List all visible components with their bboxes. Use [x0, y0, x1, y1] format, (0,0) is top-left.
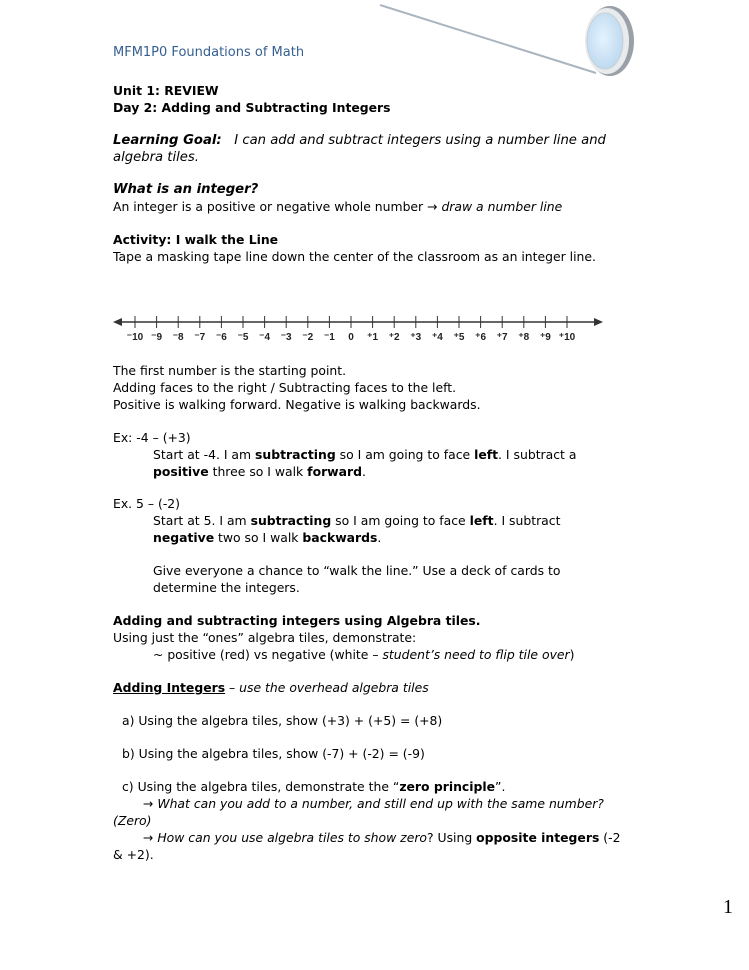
tick-label: ⁺9 — [539, 332, 551, 343]
tick-label: ⁺2 — [388, 332, 400, 343]
tick-label: 0 — [348, 332, 354, 343]
tick-label: ⁻8 — [172, 332, 184, 343]
arrow-left-icon — [113, 318, 122, 326]
activity-text: Tape a masking tape line down the center of the classroom as an integer line. — [113, 249, 596, 264]
question-2: → How can you use algebra tiles to show zero? Using opposite integers (-2 — [143, 830, 621, 845]
integer-definition: An integer is a positive or negative whole number → draw a number line — [113, 199, 563, 214]
question-1-answer: (Zero) — [113, 813, 152, 828]
rule-2: Adding faces to the right / Subtracting faces to the left. — [113, 380, 457, 395]
activity-title: Activity: I walk the Line — [113, 232, 279, 247]
arrow-right-icon — [594, 318, 603, 326]
item-a: a) Using the algebra tiles, show (+3) + (+5) = (+8) — [122, 713, 443, 728]
tick-label: ⁺5 — [453, 332, 465, 343]
give-everyone-1: Give everyone a chance to “walk the line.” Use a deck of cards to — [153, 563, 561, 578]
pushpin-decoration — [370, 0, 749, 90]
tick-label: ⁻3 — [280, 332, 292, 343]
example-1-label: Ex: -4 – (+3) — [113, 430, 191, 445]
tick-label: ⁺10 — [558, 332, 576, 343]
learning-goal: Learning Goal: I can add and subtract integers using a number line and — [113, 133, 606, 148]
question-1: → What can you add to a number, and still end up with the same number? — [143, 796, 604, 811]
arrow-icon: → — [143, 830, 154, 845]
arrow-icon: → — [427, 199, 438, 214]
tick-label: ⁺6 — [475, 332, 487, 343]
example-1-line-1: Start at -4. I am subtracting so I am going to face left. I subtract a — [153, 447, 577, 462]
rule-3: Positive is walking forward. Negative is walking backwards. — [113, 397, 481, 412]
tiles-text: Using just the “ones” algebra tiles, demonstrate: — [113, 630, 417, 645]
example-1-line-2: positive three so I walk forward. — [153, 464, 366, 479]
page-number: 1 — [723, 896, 733, 918]
give-everyone-2: determine the integers. — [153, 580, 300, 595]
tick-label: ⁺8 — [518, 332, 530, 343]
example-2-label: Ex. 5 – (-2) — [113, 496, 181, 511]
item-c: c) Using the algebra tiles, demonstrate the “zero principle”. — [122, 779, 506, 794]
example-2-line-2: negative two so I walk backwards. — [153, 530, 382, 545]
tick-label: ⁺1 — [367, 332, 379, 343]
question-2-cont: & +2). — [113, 847, 154, 862]
rule-1: The first number is the starting point. — [113, 363, 347, 378]
adding-integers-heading: Adding Integers – use the overhead algebra tiles — [113, 680, 429, 695]
tick-label: ⁻1 — [323, 332, 335, 343]
arrow-icon: → — [143, 796, 154, 811]
document-header: MFM1P0 Foundations of Math — [113, 45, 305, 60]
tick-label: ⁻9 — [151, 332, 163, 343]
tick-label: ⁻4 — [259, 332, 271, 343]
tick-label: ⁻10 — [126, 332, 144, 343]
tiles-title: Adding and subtracting integers using Algebra tiles. — [113, 613, 481, 628]
tick-label: ⁻2 — [302, 332, 314, 343]
tick-label: ⁻6 — [215, 332, 227, 343]
tick-label: ⁻7 — [194, 332, 206, 343]
example-2-line-1: Start at 5. I am subtracting so I am going to face left. I subtract — [153, 513, 561, 528]
item-b: b) Using the algebra tiles, show (-7) + (-2) = (-9) — [122, 746, 425, 761]
day-title: Day 2: Adding and Subtracting Integers — [113, 100, 391, 115]
unit-title: Unit 1: REVIEW — [113, 83, 219, 98]
tick-label: ⁻5 — [237, 332, 249, 343]
number-line — [110, 300, 630, 344]
integer-question: What is an integer? — [113, 182, 259, 197]
tick-label: ⁺4 — [431, 332, 443, 343]
learning-goal-cont: algebra tiles. — [113, 150, 199, 165]
tiles-sub: ~ positive (red) vs negative (white – student’s need to flip tile over) — [153, 647, 575, 662]
tick-label: ⁺7 — [496, 332, 508, 343]
tick-label: ⁺3 — [410, 332, 422, 343]
